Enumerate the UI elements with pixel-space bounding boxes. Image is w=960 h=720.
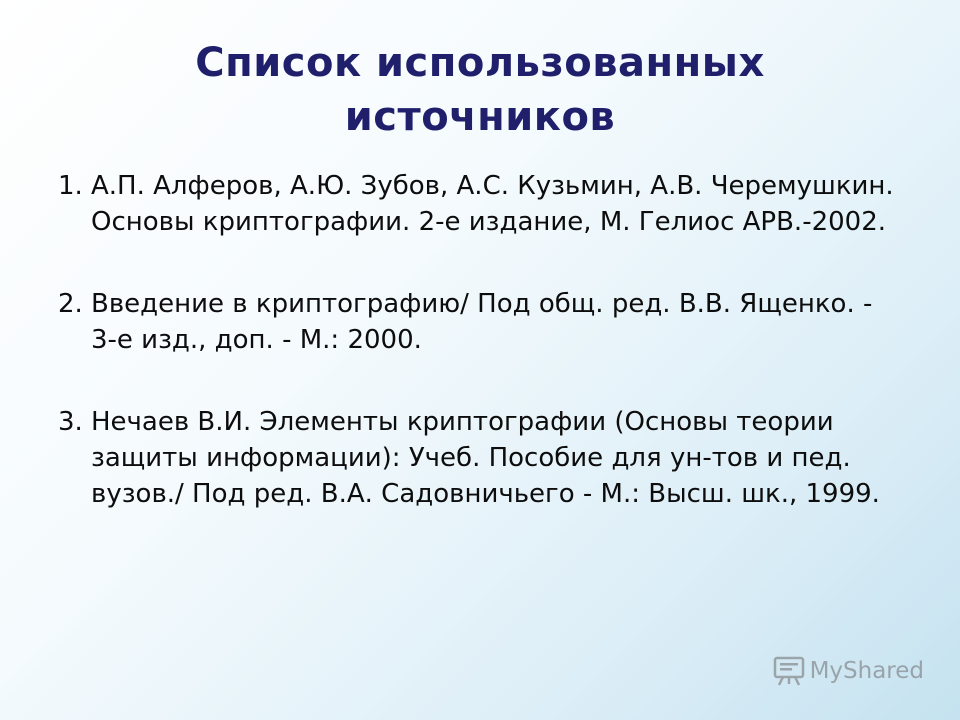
slide-title: Список использованных источников bbox=[195, 40, 765, 140]
watermark-text: MyShared bbox=[809, 658, 924, 684]
reference-number: 1. bbox=[58, 171, 83, 201]
presentation-board-icon bbox=[772, 655, 806, 687]
reference-item bbox=[58, 168, 898, 240]
reference-number: 2. bbox=[58, 289, 83, 319]
reference-number: 3. bbox=[58, 407, 83, 437]
reference-item bbox=[58, 286, 898, 358]
reference-text: Введение в криптографию/ Под общ. ред. В.В. Ященко. - 3-е изд., доп. - М.: 2000. bbox=[91, 289, 873, 355]
reference-text: Нечаев В.И. Элементы криптографии (Основы теории защиты информации): Учеб. Пособие для ун-тов и пед. вузов./ Под ред. В.А. Садовничьего - М.: Высш. шк., 1999. bbox=[91, 407, 880, 509]
reference-list bbox=[58, 168, 898, 512]
reference-text: А.П. Алферов, А.Ю. Зубов, А.С. Кузьмин, А.В. Черемушкин. Основы криптографии. 2-е издание, М. Гелиос АРВ.-2002. bbox=[91, 171, 894, 237]
watermark bbox=[772, 655, 924, 687]
reference-item bbox=[58, 404, 898, 512]
